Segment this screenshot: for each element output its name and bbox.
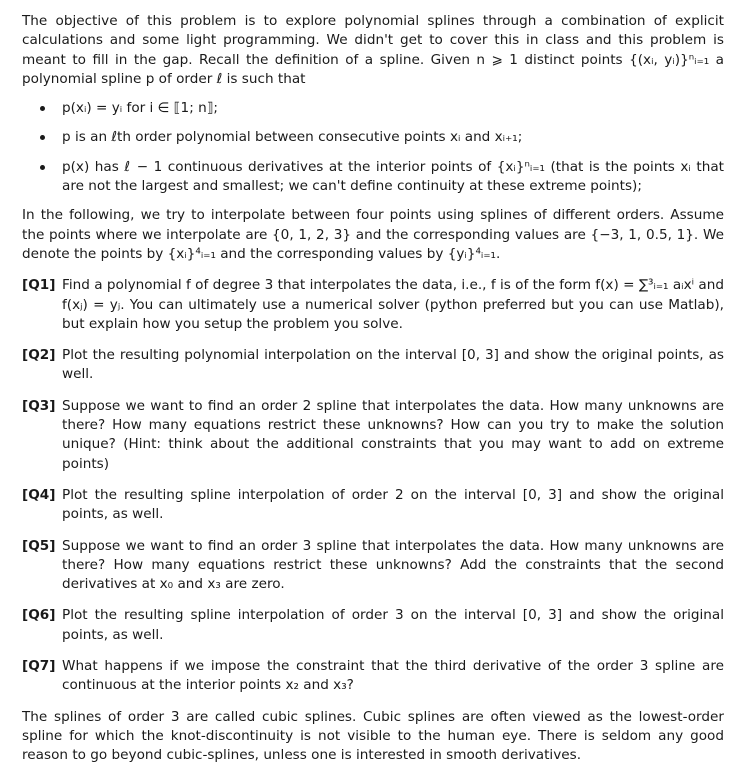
- question-q5: [22, 537, 724, 595]
- question-q3: [22, 397, 724, 474]
- question-label: [Q6]: [22, 607, 56, 624]
- setup-paragraph: In the following, we try to interpolate between four points using splines of different orders. Assume the points where we interpolate are {0, 1, 2, 3} and the corresponding values are {−3, 1, 0.5, 1}. We denote the points by {xᵢ}⁴ᵢ₌₁ and the corresponding values by {yᵢ}⁴ᵢ₌₁.: [22, 207, 724, 262]
- definition-item: p(x) has ℓ − 1 continuous derivatives at the interior points of {xᵢ}ⁿᵢ₌₁ (that is the points xᵢ that are not the largest and smallest; we can't define continuity at these extreme points);: [54, 158, 724, 197]
- question-label: [Q5]: [22, 537, 56, 554]
- question-label: [Q1]: [22, 277, 56, 294]
- question-text: Find a polynomial f of degree 3 that interpolates the data, i.e., f is of the form f(x) = ∑³ᵢ₌₁ aᵢxⁱ and f(xⱼ) = yⱼ. You can ultimately use a numerical solver (python preferred but you can use Matlab), but explain how you setup the problem you solve.: [62, 277, 724, 332]
- question-q1: [22, 276, 724, 334]
- question-q6: [22, 606, 724, 645]
- closing-paragraph: The splines of order 3 are called cubic splines. Cubic splines are often viewed as the lowest-order spline for which the knot-discontinuity is not visible to the human eye. There is seldom any good reason to go beyond cubic-splines, unless one is interested in smooth derivatives.: [22, 708, 724, 764]
- question-label: [Q7]: [22, 658, 56, 675]
- question-text: Plot the resulting spline interpolation of order 3 on the interval [0, 3] and show the original points, as well.: [62, 607, 724, 643]
- question-label: [Q2]: [22, 347, 56, 364]
- question-text: What happens if we impose the constraint that the third derivative of the order 3 spline are continuous at the interior points x₂ and x₃?: [62, 658, 724, 694]
- definition-item: p is an ℓth order polynomial between consecutive points xᵢ and xᵢ₊₁;: [54, 128, 724, 147]
- question-text: Suppose we want to find an order 3 spline that interpolates the data. How many unknowns are there? How many equations restrict these unknowns? Add the constraints that the second derivatives at x₀ and x₃ are zero.: [62, 537, 724, 593]
- question-text: Plot the resulting polynomial interpolation on the interval [0, 3] and show the original points, as well.: [62, 347, 724, 383]
- definition-item: p(xᵢ) = yᵢ for i ∈ ⟦1; n⟧;: [54, 99, 724, 118]
- question-label: [Q3]: [22, 397, 56, 414]
- question-text: Plot the resulting spline interpolation of order 2 on the interval [0, 3] and show the original points, as well.: [62, 486, 724, 523]
- question-q4: [22, 486, 724, 525]
- spline-definition-list: [22, 99, 724, 196]
- question-q7: [22, 657, 724, 696]
- question-text: Suppose we want to find an order 2 spline that interpolates the data. How many unknowns are there? How many equations restrict these unknowns? How can you try to make the solution unique? (Hint: think about the additional constraints that you may want to add on extreme points): [62, 397, 724, 472]
- question-label: [Q4]: [22, 486, 56, 503]
- question-q2: [22, 346, 724, 385]
- intro-paragraph: The objective of this problem is to explore polynomial splines through a combination of explicit calculations and some light programming. We didn't get to cover this in class and this problem is meant to fill in the gap. Recall the definition of a spline. Given n ⩾ 1 distinct points {(xᵢ, yᵢ)}ⁿᵢ₌₁ a polynomial spline p of order ℓ is such that: [22, 13, 724, 87]
